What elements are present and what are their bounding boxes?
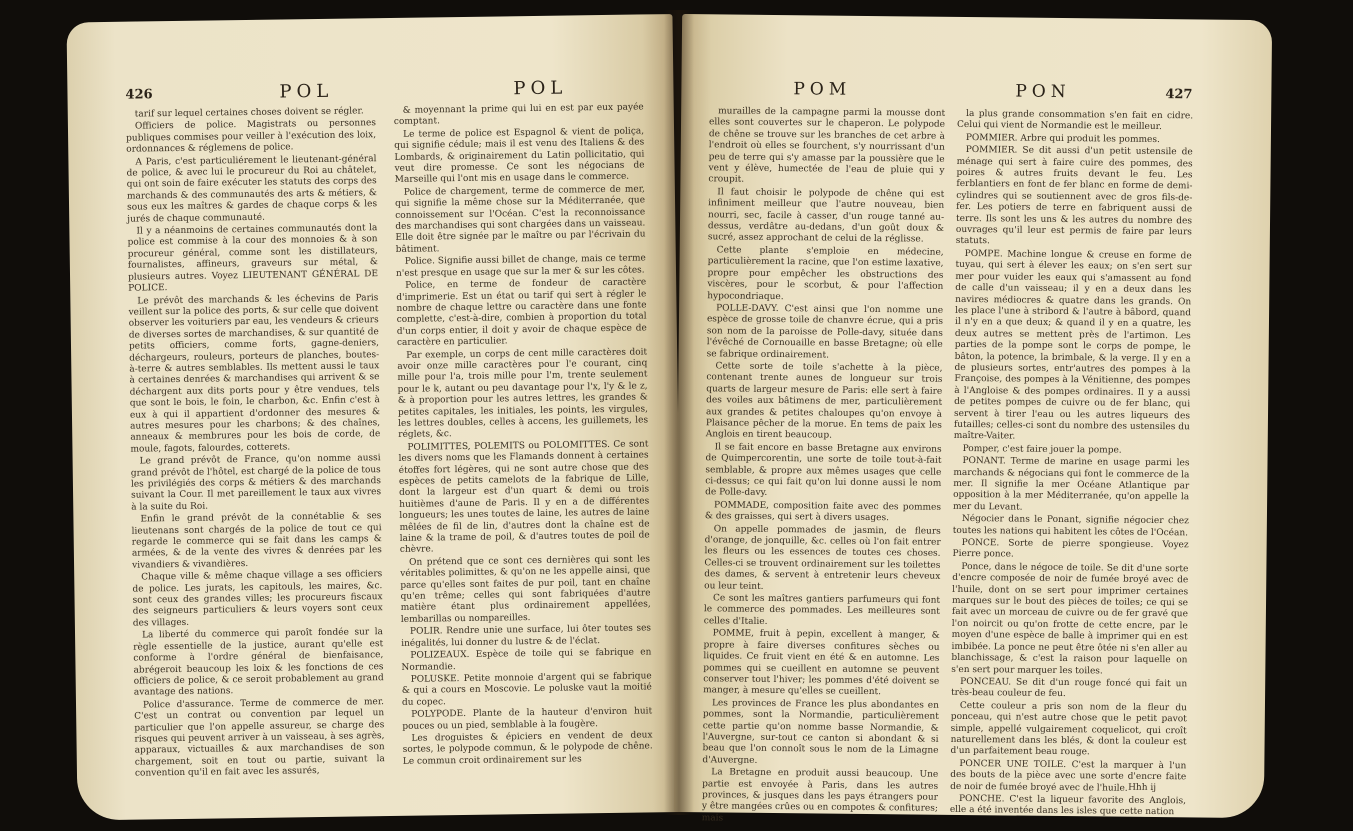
- right-running-head-left: POM: [793, 79, 852, 100]
- paragraph: Le prévôt des marchands & les échevins de Paris veillent sur la police des ports, & sur celle que doivent observer les voituriers par eau, les vendeurs & crieurs de diverses sortes de marchandises, & sur quantité de petits officiers, comme forts, gagne-deniers, déchargeurs, rouleurs, porteurs de planches, boutes-à-terre & autres semblables. Ils mettent aussi le taux à certaines denrées & marchandises qui arrivent & se déchargent aux dits ports pour y être vendues, tels que sont le bois, le foin, le charbon, &c. Enfin c'est à eux à qui il appartient d'ordonner des mesures & autres mesures pour les charbons; & des chaînes, anneaux & membrures pour les bois de corde, de moule, fagots, falourdes, cotterets.: [128, 292, 381, 455]
- paragraph: Il y a néanmoins de certaines communautés dont la police est commise à la cour des monnoies & à son procureur général, comme sont les distillateurs, fournalistes, affineurs, graveurs sur métal, & plusieurs autres. Voyez LIEUTENANT GÉNÉRAL DE POLICE.: [127, 223, 379, 294]
- left-running-head-right: POL: [513, 77, 568, 100]
- left-column-2: [394, 102, 653, 769]
- paragraph: La liberté du commerce qui paroît fondée sur la règle essentielle de la justice, aurant qu'elle est conforme à l'ordre général de bienfaisance, abrégeroit beaucoup les loix & les fonctions de ces officiers de police, & ce seroit probablement au grand avantage des nations.: [133, 627, 384, 698]
- right-running-head-right: PON: [1015, 81, 1071, 103]
- paragraph: POMMIER. Arbre qui produit les pommes.: [965, 132, 1160, 145]
- paragraph: POMPE. Machine longue & creuse en forme de tuyau, qui sert à élever les eaux; on s'en sert sur mer pour vuider les eaux qui s'amassent au fond de calle d'un vaisseau; il y en a deux dans les navires médiocres & quatre dans les grands. On les place l'une à stribord & l'autre à bâbord, quand il n'y en a que deux; & quand il y en a quatre, les deux autres se mettent près de l'artimon. Les parties de la pompe sont le corps de pompe, le bâton, la potence, la brimbale, & la verge. Il y en a de plusieurs sortes, entr'autres des pompes à la Françoise, des pompes à la Vénitienne, des pompes à l'Angloise & des pompes ordinaires. Il y a aussi de petites pompes de cuivre ou de fer blanc, qui servent à tirer l'eau ou les autres liqueurs des futailles; celles-ci sont du nombre des ustensiles du maître-Vaiter.: [953, 248, 1192, 442]
- paragraph: A Paris, c'est particuliérement le lieutenant-général de police, & avec lui le procureur du Roi au châtelet, qui ont soin de faire exécuter les statuts des corps des marchands & des communautés des arts & métiers, & sous eux les maîtres & gardes de chaque corps & les jurés de chaque communauté.: [126, 153, 378, 225]
- paragraph: POLIR. Rendre unie une surface, lui ôter toutes ses inégalités, lui donner du lustre & de l'éclat.: [401, 623, 652, 649]
- paragraph: Police d'assurance. Terme de commerce de mer. C'est un contrat ou convention par lequel un particulier que l'on appelle assureur, se charge des risques qui peuvent arriver à un vaisseau, à ses agrès, apparaux, victuailles & aux marchandises de son chargement, soit en tout ou partie, suivant la convention qu'il en fait avec les assurés,: [134, 696, 385, 779]
- right-column-1: [702, 106, 946, 828]
- paragraph: Négocier dans le Ponant, signifie négocier chez toutes les nations qui habitent les côtes de l'Océan.: [952, 514, 1189, 538]
- paragraph: Police. Signifie aussi billet de change, mais ce terme n'est presque en usage que sur la mer & sur les côtes.: [395, 253, 646, 279]
- paragraph: POMME, fruit à pepin, excellent à manger, & propre à faire diverses confitures sèches ou liquides. Ce fruit vient en été & en automne. Les pommes qui se cueillent en automne se peuvent conserver tout l'hiver; les pommes d'été doivent se manger, à mesure qu'elles se cueillent.: [703, 628, 940, 698]
- paragraph: Cette couleur a pris son nom de la fleur du ponceau, qui n'est autre chose que le petit pavot simple, appellé vulgairement coquelicot, qui croît naturellement dans les blés, & dont la couleur est d'un parfaitement beau rouge.: [950, 700, 1187, 758]
- paragraph: murailles de la campagne parmi la mousse dont elles sont couvertes sur le chaperon. Le polypode de chêne se trouve sur les branches de cet arbre à l'endroit où elles se fourchent, s'y nourrissant d'un peu de terre qui s'y amasse par la poussière que le vent y élève, humectée de l'eau de pluie qui y croupit.: [708, 106, 946, 186]
- paragraph: Police, en terme de fondeur de caractère d'imprimerie. Est un état ou tarif qui sert à régler le nombre de chaque lettre ou caractère dans une fonte complette, c'est-à-dire, combien à proportion du total d'un corps entier, il doit y avoir de chaque espèce de caractère en particulier.: [396, 277, 647, 349]
- paragraph: POLYPODE. Plante de la hauteur d'environ huit pouces ou un pied, semblable à la fougère.: [402, 706, 653, 732]
- paragraph: Officiers de police. Magistrats ou personnes publiques commises pour veiller à l'exécution des loix, ordonnances & réglemens de police.: [126, 118, 377, 155]
- paragraph: tarif sur lequel certaines choses doivent se régler.: [134, 106, 364, 120]
- paragraph: Le terme de police est Espagnol & vient de poliça, qui signifie cédule; mais il est venu des Italiens & des Lombards, & originairement du Latin pollicitatio, qui veut dire promesse. Ce sont les négocians de Marseille qui l'ont mis en usage dans le commerce.: [394, 126, 645, 186]
- paragraph: PONCER UNE TOILE. C'est la marquer à l'un des bouts de la pièce avec une sorte d'encre faite de noir de fumée broyé avec de l'huile.: [950, 758, 1187, 794]
- paragraph: POLUSKE. Petite monnoie d'argent qui se fabrique & qui a cours en Moscovie. Le poluske vaut la moitié du copec.: [401, 671, 652, 708]
- paragraph: PONCE. Sorte de pierre spongieuse. Voyez Pierre ponce.: [952, 538, 1189, 560]
- paragraph: PONCHE. C'est la liqueur favorite des Anglois, elle a été inventée dans les isles que cette nation: [949, 793, 1187, 818]
- left-page: [66, 14, 683, 820]
- paragraph: Ce sont les maîtres gantiers parfumeurs qui font le commerce des pommades. Les meilleures sont celles d'Italie.: [703, 593, 941, 627]
- right-page: [674, 14, 1272, 824]
- paragraph: Il se fait encore en basse Bretagne aux environs de Quimpercorentin, une sorte de toile tout-à-fait semblable, & propre aux mêmes usages que celle ci-dessus; ce qui fait qu'on lui donne aussi le nom de Polle-davy.: [705, 442, 942, 499]
- paragraph: La Bretagne en produit aussi beaucoup. Une partie est envoyée à Paris, dans les autres provinces, & jusques dans les pays étrangers pour y être mangées crûes ou en compotes & confitures; mais: [701, 767, 939, 824]
- paragraph: Par exemple, un corps de cent mille caractères doit avoir onze mille caractères pour l'e courant, cinq mille pour l'a, trois mille pour l'm, trente seulement pour le k, autant ou peu davantage pour l'x, l'y & le z, & à proportion pour les autres lettres, les grandes & petites capitales, les initiales, les points, les virgules, les lettres doubles, celles à accens, les guillemets, les réglets, &c.: [397, 346, 649, 441]
- paragraph: Enfin le grand prévôt de la connétablie & ses lieutenans sont chargés de la police de tout ce qui regarde le commerce qui se fait dans les camps & armées, & de la vente des vivres & denrées par les vivandiers & vivandières.: [131, 511, 382, 571]
- right-folio: 427: [1165, 87, 1193, 103]
- paragraph: On prétend que ce sont ces dernières qui sont les véritables polimittes, & qu'on ne les appelle ainsi, que parce qu'elles sont faites de pur poil, tant en chaîne qu'en trême; celles qui sont fabriquées d'autre matière étant plus ordinairement appellées, lembarillas ou nompareilles.: [400, 554, 651, 625]
- paragraph: la plus grande consommation s'en fait en cidre. Celui qui vient de Normandie est le meilleur.: [956, 109, 1194, 133]
- left-running-head-left: POL: [279, 80, 334, 103]
- paragraph: Il faut choisir le polypode de chêne qui est infiniment meilleur que l'autre nouveau, bien nourri, sec, facile à casser, d'un rouge tanné au-dessus, verdâtre au-dedans, d'un goût doux & sucré, assez approchant de celui de la réglisse.: [707, 187, 945, 246]
- paragraph: Les provinces de France les plus abondantes en pommes, sont la Normandie, particulièrement cette partie qu'on nomme basse Normandie, & l'Auvergne, sur-tout ce canton si abondant & si beau que l'on connoît sous le nom de la Limagne d'Auvergne.: [702, 698, 940, 766]
- paragraph: PONCEAU. Se dit d'un rouge foncé qui fait un très-beau couleur de feu.: [951, 676, 1188, 700]
- paragraph: POLIZEAUX. Espèce de toile qui se fabrique en Normandie.: [401, 647, 652, 673]
- paragraph: Chaque ville & même chaque village a ses officiers de police. Les jurats, les capitouls, les maires, &c. sont ceux des grandes villes; les procureurs fiscaux des seigneurs particuliers & leurs voyers sont ceux des villages.: [132, 569, 383, 629]
- paragraph: POLLE-DAVY. C'est ainsi que l'on nomme une espèce de grosse toile de chanvre écrue, qui a pris son nom de la paroisse de Polle-davy, située dans l'évêché de Cornouaille en basse Bretagne; où elle se fabrique ordinairement.: [706, 303, 944, 361]
- paragraph: PONANT. Terme de marine en usage parmi les marchands & négocians qui font le commerce de la mer. Il signifie la mer Océane Atlantique par opposition à la mer Méditerranée, qu'on appelle la mer du Levant.: [952, 456, 1190, 513]
- paragraph: On appelle pommades de jasmin, de fleurs d'orange, de jonquille, &c. celles où l'on fait entrer les fleurs ou les essences de toutes ces choses. Celles-ci se trouvent ordinairement sur les toilettes des dames, & servent à entretenir leurs cheveux ou leur teint.: [704, 524, 941, 592]
- paragraph: Police de chargement, terme de commerce de mer, qui signifie la même chose sur la Méditerranée, que connoissement sur l'Océan. C'est la reconnoissance des marchandises qui sont chargées dans un vaisseau. Elle doit être signée par le maître ou par l'écrivain du bâtiment.: [394, 184, 646, 255]
- paragraph: Le grand prévôt de France, qu'on nomme aussi grand prévôt de l'hôtel, est chargé de la police de tous les privilégiés des corps & métiers & des marchands suivant la Cour. Il met pareillement le taux aux vivres à la suite du Roi.: [130, 453, 382, 513]
- signature-mark: Hhh ij: [1128, 782, 1157, 794]
- right-column-2: [950, 109, 1193, 820]
- paragraph: POMMADE, composition faite avec des pommes & des graisses, qui sert à divers usages.: [704, 500, 942, 524]
- paragraph: Les droguistes & épiciers en vendent de deux sortes, le polypode commun, & le polypode de chêne. Le commun croit ordinairement sur les: [402, 730, 653, 767]
- left-folio: 426: [125, 87, 153, 103]
- paragraph: Ponce, dans le négoce de toile. Se dit d'une sorte d'encre composée de noir de fumée broyé avec de l'huile, dont on se sert pour imprimer certaines marques sur le bout des pièces de toiles; ce qui se fait avec un morceau de cuivre ou de fer gravé que l'on noircit ou qu'on frotte de cette encre, par le moyen d'une espèce de balle à imprimer qui en est imbibée. La ponce ne peut être ôtée ni s'en aller au blanchissage, & c'est la raison pour laquelle on s'en sert pour marquer les toiles.: [951, 561, 1189, 676]
- paragraph: POLIMITTES, POLEMITS ou POLOMITTES. Ce sont les divers noms que les Flamands donnent à certaines étoffes fort légères, qui ne sont autre chose que des espèces de petits camelots de la fabrique de Lille, dont la largeur est d'un quart & demi ou trois huitièmes d'aune de Paris. Il y en a de différentes longueurs; les unes toutes de laine, les autres de laine mêlées de fil de lin, d'autres dont la chaîne est de laine & la trame de poil, & d'autres toutes de poil de chèvre.: [398, 439, 650, 556]
- paragraph: Cette sorte de toile s'achette à la pièce, contenant trente aunes de longueur sur trois quarts de largeur mesure de Paris: elle sert à faire des voiles aux bâtimens de mer, particulièrement aux grandes & petites chaloupes qu'on envoye à Plaisance pêcher de la morue. En tems de paix les Anglois en tirent beaucoup.: [705, 361, 943, 441]
- paragraph: POMMIER. Se dit aussi d'un petit ustensile de ménage qui sert à faire cuire des pommes, des poires & autres fruits devant le feu. Les ferblantiers en font de fer blanc en forme de demi-cylindres qui se soutiennent avec de gros fils-de-fer. Les potiers de terre en fabriquent aussi de terre. Ils sont les uns & les autres du nombre des ouvrages qu'il leur est permis de faire par leurs statuts.: [955, 145, 1193, 247]
- left-column-1: [126, 106, 385, 781]
- paragraph: Pomper, c'est faire jouer la pompe.: [962, 443, 1122, 456]
- paragraph: Cette plante s'emploie en médecine, particulièrement la racine, que l'on estime laxative, propre pour empêcher les obstructions des viscères, pour le scorbut, & pour l'affection hypocondriaque.: [707, 245, 944, 302]
- paragraph: & moyennant la prime qui lui en est par eux payée comptant.: [393, 102, 644, 128]
